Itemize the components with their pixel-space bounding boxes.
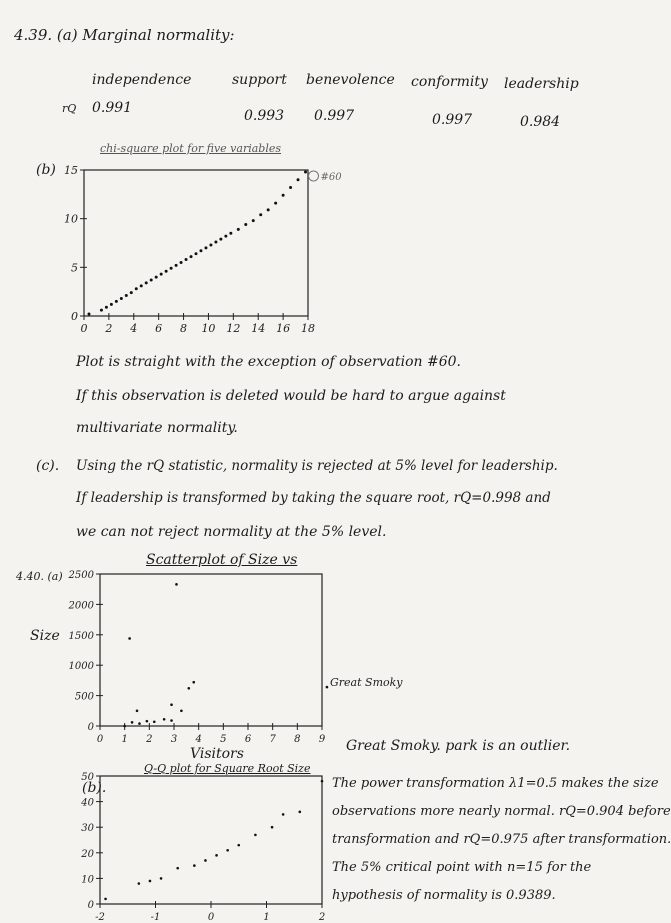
data-point: [192, 681, 195, 684]
x-tick-label: 2: [105, 322, 113, 335]
data-point: [100, 309, 103, 312]
x-tick-label: 5: [220, 734, 227, 745]
data-point: [145, 281, 148, 284]
data-point: [146, 720, 149, 723]
data-point: [176, 867, 179, 870]
data-point: [149, 880, 152, 883]
data-point: [190, 255, 193, 258]
data-point: [215, 854, 218, 857]
data-point: [299, 811, 302, 814]
data-point: [131, 721, 134, 724]
b440-text-line-1: The power transformation λ1=0.5 makes the size: [332, 776, 659, 791]
data-point: [170, 719, 173, 722]
y-tick-label: 500: [74, 691, 94, 703]
x-tick-label: 4: [130, 322, 138, 335]
part-c-label: (c).: [36, 458, 60, 474]
data-point: [321, 780, 324, 783]
x-tick-label: 0: [80, 322, 88, 335]
x-tick-label: 2: [146, 734, 153, 745]
problem-4-40-label: 4.40. (a): [16, 570, 63, 583]
data-point: [289, 186, 292, 189]
x-tick-label: 10: [201, 322, 216, 335]
x-tick-label: -2: [95, 912, 105, 923]
y-tick-label: 2000: [68, 600, 94, 612]
data-point: [229, 232, 232, 235]
plot-frame: [100, 776, 322, 904]
data-point: [188, 687, 191, 690]
data-point: [180, 710, 183, 713]
y-tick-label: 10: [64, 212, 78, 226]
data-point: [326, 686, 329, 689]
data-point: [155, 276, 158, 279]
outlier-circle: [309, 171, 319, 181]
size-axis-label: Size: [30, 628, 60, 644]
data-point: [138, 882, 141, 885]
data-point: [199, 249, 202, 252]
data-point: [193, 864, 196, 867]
plot-frame: [84, 170, 308, 316]
y-tick-label: 0: [87, 722, 94, 733]
data-point: [237, 228, 240, 231]
rq-label: rQ: [62, 102, 77, 115]
var-label-independence: independence: [92, 72, 192, 88]
x-tick-label: 4: [195, 734, 202, 745]
data-point: [135, 287, 138, 290]
data-point: [282, 194, 285, 197]
rq-value-independence: 0.991: [92, 100, 133, 116]
c-text-line-1: Using the rQ statistic, normality is rejected at 5% level for leadership.: [76, 458, 558, 474]
y-tick-label: 10: [81, 874, 94, 886]
data-point: [125, 294, 128, 297]
rq-value-conformity: 0.997: [432, 112, 473, 128]
var-label-benevolence: benevolence: [306, 72, 395, 88]
data-point: [165, 270, 168, 273]
plot-frame: [100, 574, 322, 726]
y-tick-label: 30: [81, 823, 94, 835]
y-tick-label: 50: [81, 772, 94, 783]
b-text-line-2: If this observation is deleted would be hard to argue against: [76, 388, 506, 404]
part-b-label: (b): [36, 162, 56, 178]
data-point: [138, 722, 141, 725]
data-point: [110, 303, 113, 306]
data-point: [130, 291, 133, 294]
var-label-leadership: leadership: [504, 76, 579, 92]
y-tick-label: 0: [87, 900, 94, 911]
data-point: [123, 725, 126, 728]
size-vs-visitors-scatterplot: [60, 564, 330, 754]
rq-value-benevolence: 0.997: [314, 108, 355, 124]
data-point: [128, 637, 131, 640]
data-point: [175, 583, 178, 586]
data-point: [224, 235, 227, 238]
data-point: [105, 306, 108, 309]
y-tick-label: 15: [64, 164, 78, 177]
data-point: [87, 313, 90, 316]
data-point: [237, 844, 240, 847]
data-point: [252, 219, 255, 222]
b-text-line-1: Plot is straight with the exception of observation #60.: [76, 354, 461, 370]
y-tick-label: 1500: [68, 630, 94, 642]
data-point: [219, 238, 222, 241]
x-tick-label: 18: [301, 322, 315, 335]
var-label-conformity: conformity: [411, 74, 488, 90]
data-point: [120, 297, 123, 300]
problem-4-39-heading: 4.39. (a) Marginal normality:: [14, 26, 235, 44]
data-point: [274, 202, 277, 205]
y-tick-label: 0: [71, 310, 78, 323]
data-point: [115, 300, 118, 303]
c-text-line-3: we can not reject normality at the 5% level.: [76, 524, 387, 540]
data-point: [259, 213, 262, 216]
rq-value-leadership: 0.984: [520, 114, 561, 130]
a-text-outlier: Great Smoky. park is an outlier.: [346, 738, 571, 754]
x-tick-label: 6: [244, 734, 252, 745]
data-point: [163, 718, 166, 721]
b440-text-line-2: observations more nearly normal. rQ=0.904 before: [332, 804, 671, 819]
x-tick-label: 8: [294, 734, 301, 745]
var-label-support: support: [232, 72, 287, 88]
y-tick-label: 5: [71, 261, 78, 275]
data-point: [170, 267, 173, 270]
x-tick-label: 3: [170, 734, 178, 745]
data-point: [254, 834, 257, 837]
x-tick-label: 12: [226, 322, 241, 335]
data-point: [195, 252, 198, 255]
x-tick-label: 1: [121, 734, 128, 745]
data-point: [226, 849, 229, 852]
x-tick-label: 16: [276, 322, 291, 335]
scatterplot-title: Scatterplot of Size vs: [146, 552, 298, 568]
b440-text-line-5: hypothesis of normality is 0.9389.: [332, 888, 556, 903]
data-point: [170, 703, 173, 706]
x-tick-label: 9: [318, 734, 326, 745]
data-point: [204, 859, 207, 862]
qq-plot-title: Q-Q plot for Square Root Size: [144, 762, 311, 775]
chi-square-plot-title: chi-square plot for five variables: [100, 142, 282, 155]
data-point: [160, 877, 163, 880]
x-tick-label: 1: [263, 912, 270, 923]
data-point: [180, 261, 183, 264]
data-point: [282, 813, 285, 816]
c-text-line-2: If leadership is transformed by taking the square root, rQ=0.998 and: [76, 490, 551, 506]
x-tick-label: 14: [251, 322, 266, 335]
y-tick-label: 40: [81, 797, 94, 809]
qq-plot-square-root-size: [60, 770, 330, 923]
visitors-axis-label: Visitors: [190, 746, 244, 762]
outlier-annotation: #60: [320, 171, 342, 183]
data-point: [267, 208, 270, 211]
y-tick-label: 1000: [68, 661, 94, 673]
x-tick-label: 2: [318, 912, 326, 923]
data-point: [214, 241, 217, 244]
rq-value-support: 0.993: [244, 108, 285, 124]
data-point: [304, 170, 307, 173]
data-point: [140, 284, 143, 287]
x-tick-label: -1: [150, 912, 161, 923]
y-tick-label: 20: [81, 848, 94, 860]
x-tick-label: 0: [96, 734, 104, 745]
b-text-line-3: multivariate normality.: [76, 420, 238, 436]
part-b-label-440: (b).: [82, 780, 107, 796]
data-point: [244, 223, 247, 226]
b440-text-line-4: The 5% critical point with n=15 for the: [332, 860, 592, 875]
data-point: [297, 178, 300, 181]
data-point: [136, 710, 139, 713]
data-point: [150, 278, 153, 281]
data-point: [185, 258, 188, 261]
data-point: [153, 720, 156, 723]
data-point: [204, 246, 207, 249]
data-point: [160, 273, 163, 276]
b440-text-line-3: transformation and rQ=0.975 after transformation.: [332, 832, 671, 847]
chi-square-plot: [60, 152, 342, 342]
data-point: [209, 243, 212, 246]
data-point: [104, 898, 107, 901]
x-tick-label: 6: [155, 322, 163, 335]
x-tick-label: 8: [180, 322, 188, 335]
y-tick-label: 2500: [68, 570, 94, 581]
data-point: [175, 264, 178, 267]
x-tick-label: 7: [269, 734, 276, 745]
great-smoky-outlier-label: Great Smoky: [330, 676, 403, 689]
x-tick-label: 0: [207, 912, 215, 923]
data-point: [271, 826, 274, 829]
